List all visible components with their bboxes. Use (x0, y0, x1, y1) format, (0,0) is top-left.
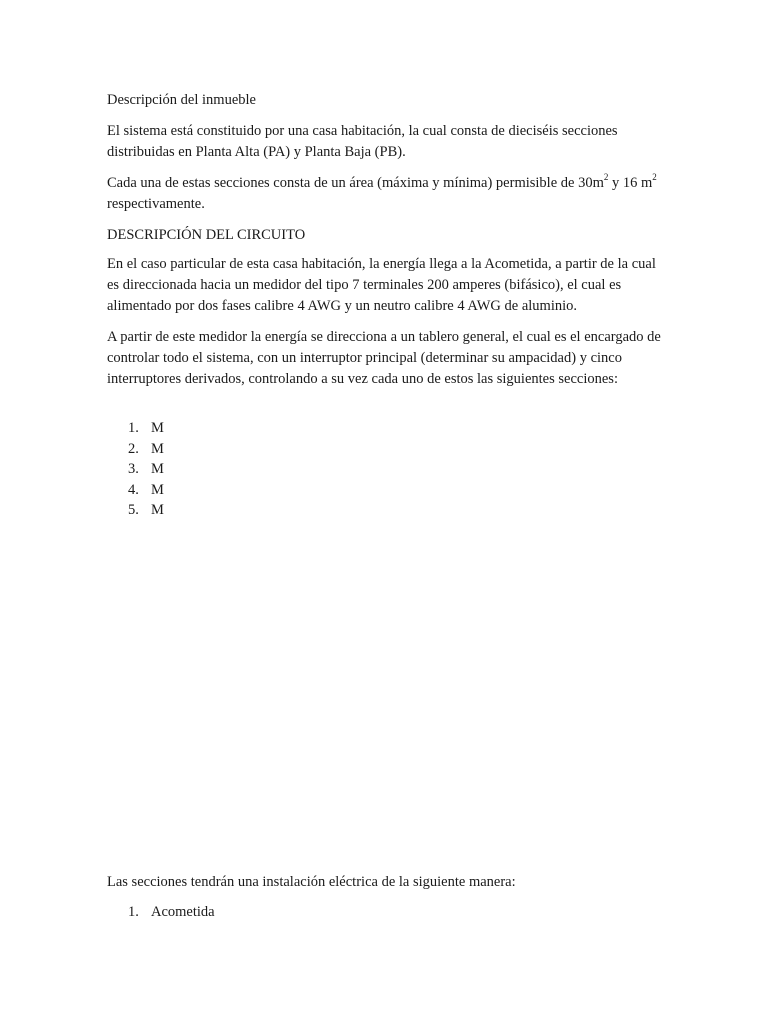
list-item-text: Acometida (151, 904, 215, 920)
paragraph-sistema: El sistema está constituido por una casa habitación, la cual consta de dieciséis secciones distribuidas en Planta Alta (PA) y Planta Baja (PB). (107, 123, 618, 160)
list-item-number: 2. (128, 440, 139, 457)
heading-descripcion-circuito: DESCRIPCIÓN DEL CIRCUITO (107, 227, 306, 243)
paragraph-secciones-area-part3: respectivamente. (107, 196, 205, 212)
heading-descripcion-inmueble: Descripción del inmueble (107, 92, 256, 108)
list-item-text: M (151, 440, 164, 457)
list-item-text: M (151, 461, 164, 478)
paragraph-tablero-general: A partir de este medidor la energía se direcciona a un tablero general, el cual es el encargado de controlar todo el sistema, con un interruptor principal (determinar su ampacidad) y cinco interruptores derivados, controlando a su vez cada uno de estos las siguientes secciones: (107, 329, 661, 387)
list-item-number: 4. (128, 481, 139, 498)
paragraph-instalacion-electrica: Las secciones tendrán una instalación eléctrica de la siguiente manera: (107, 874, 516, 890)
list-item-text: M (151, 481, 164, 498)
paragraph-secciones-area-part2: y 16 m (608, 175, 653, 191)
paragraph-secciones-area (107, 173, 667, 215)
list-item-number: 1. (128, 420, 139, 436)
list-item-text: M (151, 502, 164, 519)
list-item-number: 3. (128, 461, 139, 478)
superscript-2-second: 2 (652, 172, 657, 183)
paragraph-acometida: En el caso particular de esta casa habitación, la energía llega a la Acometida, a partir de la cual es direccionada hacia un medidor del tipo 7 terminales 200 amperes (bifásico), el cual es alimentado por dos fases calibre 4 AWG y un neutro calibre 4 AWG de aluminio. (107, 256, 656, 314)
list-item-number: 5. (128, 502, 139, 519)
superscript-2-first: 2 (603, 172, 609, 183)
paragraph-secciones-area-part1: Cada una de estas secciones consta de un área (máxima y mínima) permisible de 30m (107, 175, 604, 191)
list-item-number: 1. (128, 904, 139, 920)
list-item-text: M (151, 420, 164, 436)
